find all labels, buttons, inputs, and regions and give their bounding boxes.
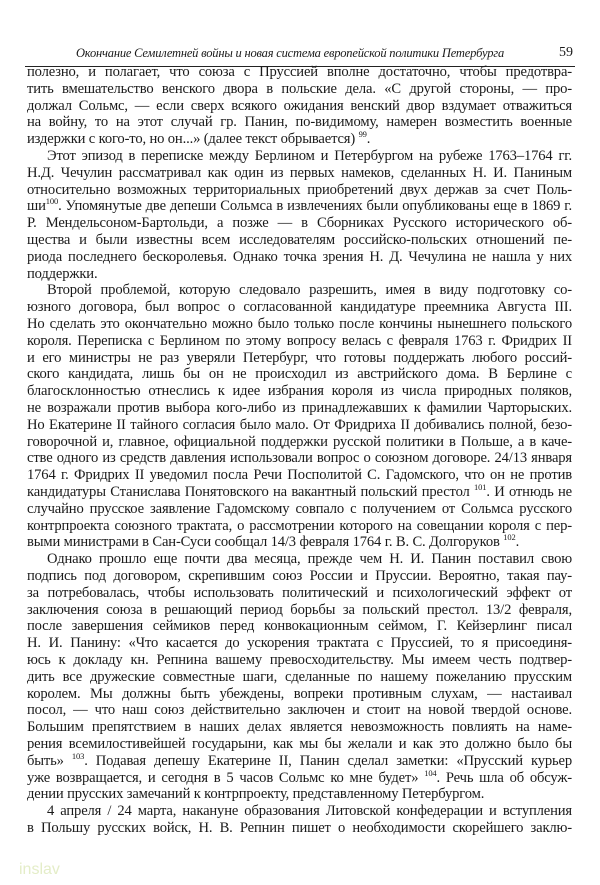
text-line — [27, 333, 572, 350]
text-run: дении прусских замечаний к контрпроекту, представленному Петербургом. — [27, 786, 485, 803]
text-line — [27, 618, 572, 635]
text-run: за потребовалась, чтобы использовать политический и психологический эффект от — [27, 584, 572, 601]
text-run: полезно, и полагает, что союза с Пруссией вполне достаточно, чтобы предотвра- — [27, 64, 572, 80]
text-line — [27, 165, 572, 182]
text-run: издержки с кого-то, но он...» (далее текст обрывается) — [27, 131, 359, 148]
text-run: . И отнюдь не — [486, 484, 572, 500]
text-line — [27, 669, 572, 686]
footnote-ref: 104 — [424, 767, 437, 778]
text-run: ши — [27, 198, 46, 215]
text-run: заключения союза в решающий период борьбы за польский престол. 13/2 февраля, — [27, 601, 572, 618]
text-run: выми министрами в Сан-Суси сообщал 14/3 февраля 1764 г. В. С. Долгоруков — [27, 534, 504, 551]
text-line — [27, 635, 572, 652]
text-run: . — [366, 131, 371, 148]
text-run: относительно возможных территориальных приобретений двух держав за счет Поль- — [27, 181, 572, 198]
text-run: говорочной и, главное, официальной поддержки русской политики в Польше, а в каче- — [27, 433, 572, 450]
text-line — [27, 702, 572, 719]
text-run: Н. И. Панину: «Что касается до ускорения трактата с Пруссией, то я присоединя- — [27, 635, 572, 652]
text-line — [27, 518, 572, 535]
text-line — [27, 98, 572, 115]
text-line — [27, 299, 572, 316]
text-line — [27, 434, 572, 451]
text-run: после завершения сеймиков перед конвокационным сеймом, Г. Кейзерлинг писал — [27, 618, 572, 635]
watermark: inslav — [19, 861, 60, 878]
text-line — [47, 148, 572, 165]
text-line — [27, 736, 572, 753]
text-run: . Подавая депешу Екатерине II, Панин сделал заметки: «Прусский курьер — [84, 752, 572, 769]
text-run: Этот эпизод в переписке между Берлином и Петербургом на рубеже 1763–1764 гг. — [47, 148, 572, 164]
text-run: благосклонностью отнеслись к идее избрания короля из числа природных поляков, — [27, 383, 572, 400]
text-run: не возражали против выбора кого-либо из принадлежавших к фамилии Чарторыских. — [27, 400, 572, 416]
text-run: стве одного из средств давления использовали вопрос о союзном договоре. 24/13 января — [27, 450, 572, 467]
text-run: ского кандидата, лишь бы он не происходил из австрийского дома. В Берлине с — [27, 366, 572, 383]
text-line — [27, 114, 572, 131]
text-run: Второй проблемой, которую следовало разрешить, имея в виду подготовку со- — [47, 282, 572, 299]
text-run: Но Екатерине II тайного согласия было мало. От Фридриха II добивались полной, безо- — [27, 416, 572, 433]
text-run: посол, — что наш союз действительно заключен и стоит на новой твердой основе. — [27, 702, 572, 719]
text-line — [27, 585, 572, 602]
text-line — [27, 750, 572, 770]
text-run: юзного договора, был вопрос о согласованной кандидатуре преемника Августа III. — [27, 299, 572, 316]
text-run: в Польшу русских войск, Н. В. Репнин пишет о необходимости скорейшего заклю- — [27, 820, 572, 836]
text-line — [27, 786, 572, 803]
text-run: тить вмешательство венского двора в польские дела. «С другой стороны, — про- — [27, 80, 572, 97]
text-line — [27, 232, 572, 249]
footnote-ref: 99 — [358, 129, 367, 140]
text-run: подпись под договором, скрепившим союз России и Пруссии. Вероятно, такая пау- — [27, 568, 572, 584]
text-line — [27, 266, 572, 283]
text-run: королем. Мы должны быть убеждены, вопреки противным слухам, — настаивал — [27, 685, 572, 702]
text-run: риода последнего бескоролевья. Однако точка зрения Н. Д. Чечулина не нашла у них — [27, 248, 572, 265]
text-line — [27, 366, 572, 383]
text-line — [27, 249, 572, 266]
text-run: Большим препятствием в наших делах является невозможность повлиять на наме- — [27, 719, 572, 736]
text-run: юсь к докладу кн. Репнина вашему превосходительству. Мы имеем честь подтвер- — [27, 652, 572, 668]
text-run: щества и были известны всем исследователям российско-польских отношений пе- — [27, 232, 572, 248]
text-run: Однако прошло еще почти два месяца, прежде чем Н. И. Панин поставил свою — [47, 551, 572, 568]
text-line — [27, 417, 572, 434]
text-line — [27, 686, 572, 703]
text-line — [27, 182, 572, 199]
text-line — [27, 767, 572, 787]
text-line — [27, 652, 572, 669]
text-line — [47, 803, 572, 820]
text-line — [27, 350, 572, 367]
text-run: кандидатуры Станислава Понятовского на вакантный польский престол — [27, 484, 475, 500]
text-line — [27, 467, 572, 484]
footnote-ref: 101 — [474, 482, 487, 492]
text-line — [27, 131, 572, 148]
text-run: уже возвращается, и сегодня в 5 часов Сольмс ко мне будет» — [27, 769, 425, 786]
text-line — [27, 820, 572, 837]
text-run: . — [515, 534, 520, 551]
text-line — [27, 534, 572, 551]
page-number: 59 — [559, 45, 573, 60]
text-line — [27, 719, 572, 736]
text-run: рения всемилостивейшей государыни, как мы бы желали и как это должно было бы — [27, 736, 572, 752]
text-line — [27, 501, 572, 518]
text-run: контрпроекта союзного трактата, о рассмотрении которого на совещании короля с пер- — [27, 517, 572, 534]
footnote-ref: 103 — [71, 750, 85, 761]
text-run: 4 апреля / 24 марта, накануне образования Литовской конфедерации и вступления — [47, 803, 572, 820]
text-run: быть» — [27, 752, 72, 769]
text-line — [47, 282, 572, 299]
text-run: Но сделать это окончательно можно было только после кончины нынешнего польского — [27, 316, 572, 332]
text-run: дить все дружеские совместные шаги, сделанные по нашему пожеланию прусским — [27, 668, 572, 685]
text-run: . Упомянутые две депеши Сольмса в извлечениях были опубликованы еще в 1869 г. — [58, 198, 572, 215]
text-run: поддержки. — [27, 265, 98, 282]
text-run: должал Сольмс, — если сверх всякого ожидания венский двор вздумает отважиться — [27, 97, 572, 114]
text-run: случайно прусское заявление Гадомскому совпало с получением от Сольмса русского — [27, 500, 572, 517]
text-line — [27, 383, 572, 400]
text-run: Р. Мендельсоном-Бартольди, а позже — в Сборниках Русского исторического об- — [27, 215, 572, 232]
text-run: 1764 г. Фридрих II уведомил посла Речи Посполитой С. Гадомского, что он не против — [27, 467, 572, 484]
text-run: и его министры не раз уверяли Петербург, что готовы поддержать любого россий- — [27, 349, 572, 366]
text-line — [27, 450, 572, 467]
text-line — [27, 400, 572, 417]
text-line — [27, 484, 572, 501]
footnote-ref: 102 — [503, 532, 516, 543]
text-line — [27, 602, 572, 619]
text-run: короля. Переписка с Берлином по этому вопросу велась с февраля 1763 г. Фридрих II — [27, 332, 572, 349]
text-line — [47, 551, 572, 568]
text-run: на войну, то на этот случай гр. Панин, по-видимому, намерен возместить военные — [27, 114, 572, 131]
text-run: . Речь шла об обсуж- — [436, 769, 572, 786]
running-header-title: Окончание Семилетней войны и новая система европейской политики Петербурга — [75, 46, 504, 60]
running-header — [25, 44, 575, 64]
text-line — [27, 81, 572, 98]
text-line — [27, 568, 572, 585]
text-line — [27, 215, 572, 232]
text-line — [27, 198, 572, 215]
text-line — [27, 64, 572, 81]
text-run: Н.Д. Чечулин рассматривал как один из первых намеков, сделанных Н. И. Паниным — [27, 164, 572, 181]
footnote-ref: 100 — [45, 196, 59, 207]
text-line — [27, 316, 572, 333]
